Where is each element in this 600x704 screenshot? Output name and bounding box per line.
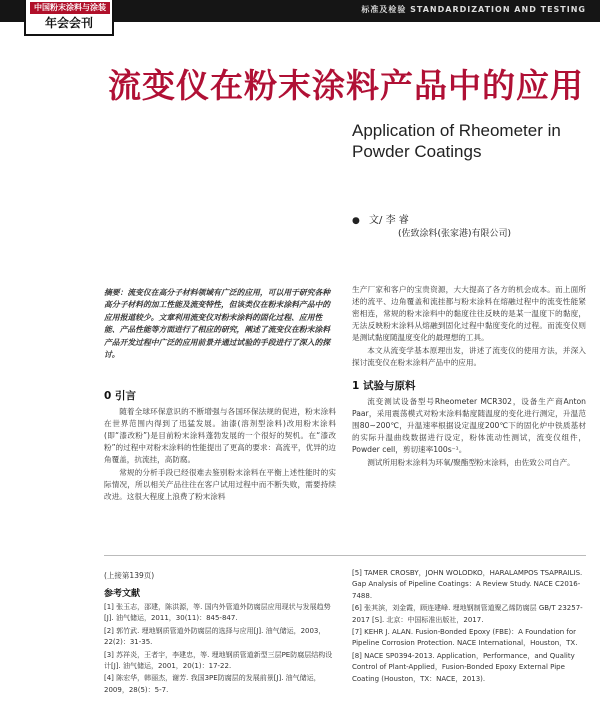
bullet-icon: ● [352, 216, 360, 226]
intro-paragraph-1: 随着全球环保意识的不断增强与各国环保法规的促进，粉末涂料在世界范围内得到了迅猛发展。油漆(溶剂型涂料)改用粉末涂料(即“漆改粉”)是目前粉末涂料蓬勃发展的一个很好的契机。在“漆改粉”的过程中对粉末涂料的性能提出了更高的要求：高流平，优异的边角覆盖，抗流挂，高防腐。 [104, 407, 336, 464]
article-title-en: Application of Rheometer in Powder Coatings [352, 121, 561, 161]
journal-name: 中国粉末涂料与涂装 [30, 2, 110, 14]
continued-note: (上接第139页) [104, 571, 155, 580]
reference-item: [4] 陈宏华，韩丽杰，谢芳. 我国3PE防腐层的发展前景[J]. 油气储运，2009，28(5)：5-7. [104, 674, 321, 694]
article-title-zh: 流变仪在粉末涂料产品中的应用 [108, 66, 584, 105]
journal-subtitle: 年会会刊 [44, 16, 93, 30]
reference-item: [7] KEHR J. ALAN. Fusion-Bonded Epoxy (FBE)：A Foundation for Pipeline Corrosion Protection. NACE International，Houston，TX. [352, 628, 578, 648]
author-affiliation: (佐致涂料(张家港)有限公司) [398, 229, 512, 239]
left-column [104, 388, 336, 504]
author-prefix: 文/ [369, 215, 383, 226]
reference-item: [3] 苏祥炎，王者宇，李建忠，等. 埋地钢质管道新型三层PE防腐层结构设计[J]. 油气储运，2001，20(1)：17-22. [104, 650, 333, 671]
intro-paragraph-2: 常规的分析手段已经很难去鉴别粉末涂料在平衡上述性能时的实际情况，所以相关产品往往在客户试用过程中而不断失败，需要持续改进。这很大程度上浪费了粉末涂料 [104, 468, 336, 501]
intro-heading: 0 引言 [104, 390, 136, 402]
journal-badge [24, 0, 114, 36]
divider [104, 555, 586, 556]
intro-paragraph-3: 生产厂家和客户的宝贵资源，大大提高了各方的机会成本。而上面所述的流平、边角覆盖和流挂都与粉末涂料在熔融过程中的流变性能紧密相连，常规的粉末涂料中的黏度往往反映的是某一温度下的黏度，无法反映粉末涂料从熔融到固化过程中黏度变化的过程。而流变仪则是测试黏度随温度变化的最理想的工具。 [352, 285, 586, 342]
reference-item: [5] TAMER CROSBY，JOHN WOLODKO，HARALAMPOS TSAPRAILIS. Gap Analysis of Pipeline Coatings：A Review Study. NACE C2016-7488. [352, 569, 583, 600]
section-label: 标准及检验 STANDARDIZATION AND TESTING [361, 5, 586, 14]
section1-heading: 1 试验与原料 [352, 380, 416, 392]
reference-item: [6] 张其滨，刘金霞，顾连建峰. 埋地钢制管道聚乙烯防腐层 GB/T 23257-2017 [S]. 北京：中国标准出版社，2017. [352, 604, 583, 624]
intro-paragraph-4: 本文从流变学基本原理出发，讲述了流变仪的使用方法，并深入探讨流变仪在粉末涂料产品中的应用。 [352, 346, 586, 367]
abstract-label: 摘要： [104, 288, 128, 297]
section1-paragraph-2: 测试所用粉末涂料为环氧/聚酯型粉末涂料，由佐致公司自产。 [367, 458, 575, 467]
references-right [352, 568, 586, 686]
right-column [352, 284, 586, 470]
reference-item: [8] NACE SP0394-2013. Application，Performance，and Quality Control of Plant-Applied，Fusion-Bonded Epoxy External Pipe Coating (Houston，TX：NACE，2013). [352, 651, 575, 683]
reference-item: [2] 郭竹武. 埋地钢质管道外防腐层的选择与应用[J]. 油气储运，2003，22(2)：31-35. [104, 626, 326, 647]
section1-paragraph-1: 流变测试设备型号Rheometer MCR302，设备生产商Anton Paar，采用震荡模式对粉末涂料黏度随温度的变化进行测定，升温范围80~200℃，升温速率根据设定温度200℃下的固化炉中铁质基材的实际升温曲线数据进行设定，粉体流动性测试，流变仪组件，Powder cell，剪切速率100s⁻¹。 [352, 397, 586, 454]
references-heading: 参考文献 [104, 589, 141, 599]
author-name: 李 睿 [385, 215, 409, 226]
references-left [104, 586, 336, 697]
reference-item: [1] 张玉志，邵建，陈洪源，等. 国内外管道外防腐层应用现状与发展趋势[J]. 油气储运，2011，30(11)：845-847. [104, 603, 331, 623]
author-line [352, 211, 409, 226]
abstract-text: 流变仪在高分子材料领域有广泛的应用，可以用于研究各种高分子材料的加工性能及流变特性，但该类仪在粉末涂料产品中的应用报道较少。文章利用流变仪对粉末涂料的固化过程、应用性能、产品性能等方面进行了相应的研究，阐述了流变仪在粉末涂料产品开发过程中广泛的应用前景并通过试验的手段进行了深入的探讨。 [104, 288, 331, 360]
abstract [104, 287, 336, 361]
